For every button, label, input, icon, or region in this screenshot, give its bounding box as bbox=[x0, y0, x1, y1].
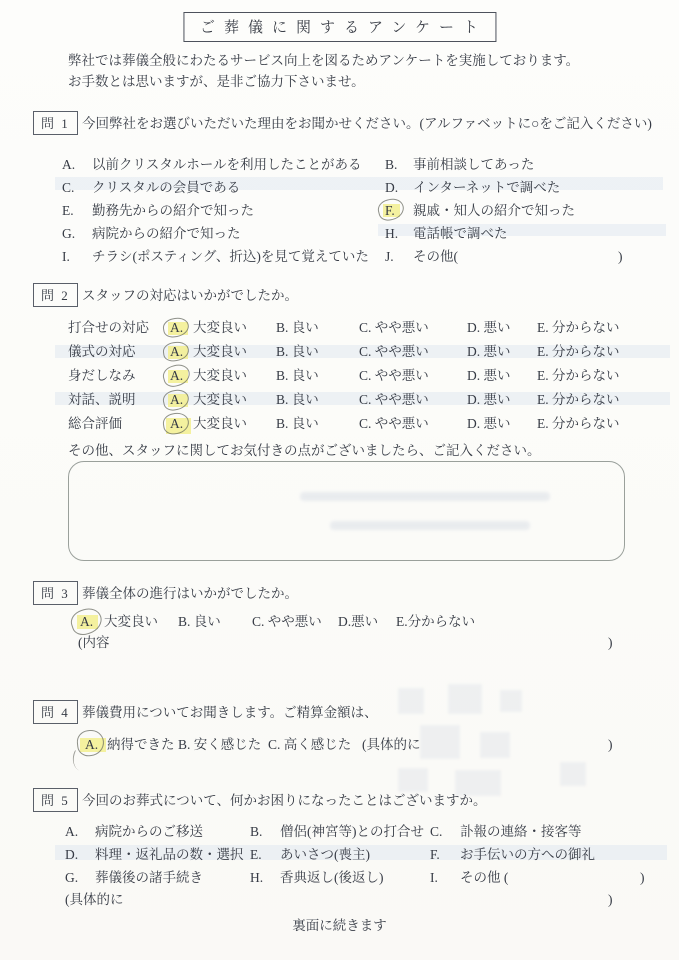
scale-b: B. 良い bbox=[276, 368, 319, 383]
scale-a-text: 大変良い bbox=[193, 416, 247, 431]
scale-b: B. 良い bbox=[276, 344, 319, 359]
option-text: インターネットで調べた bbox=[413, 180, 561, 195]
scale-b: B. 良い bbox=[276, 320, 319, 335]
q1-label: 問 1 bbox=[33, 111, 78, 135]
option-letter: B. bbox=[385, 157, 398, 172]
q2-row-label: 対話、説明 bbox=[68, 392, 136, 407]
scale-c: C. やや悪い bbox=[359, 344, 429, 359]
scale-e: E. 分からない bbox=[537, 320, 620, 335]
option-text: 病院からのご移送 bbox=[95, 824, 203, 839]
scale-a-letter-circled: A. bbox=[170, 344, 184, 359]
scale-d: D. 悪い bbox=[467, 344, 511, 359]
scale-a-letter-circled: A. bbox=[170, 320, 184, 335]
scale-a-text: 大変良い bbox=[193, 368, 247, 383]
option-letter: D. bbox=[65, 847, 79, 862]
q2-rating-row bbox=[0, 318, 679, 342]
scale-e: E. 分からない bbox=[537, 344, 620, 359]
q3-question: 葬儀全体の進行はいかがでしたか。 bbox=[82, 586, 298, 601]
q4-option-row bbox=[0, 735, 679, 759]
q2-rating-row bbox=[0, 366, 679, 390]
option-text: 訃報の連絡・接客等 bbox=[460, 824, 582, 839]
option-letter: D. bbox=[385, 180, 399, 195]
option-letter-circled: A. bbox=[85, 737, 99, 752]
footer-note: 裏面に続きます bbox=[292, 918, 387, 933]
option-letter: E. bbox=[250, 847, 262, 862]
option-text: クリスタルの会員である bbox=[92, 180, 241, 195]
scale-d: D. 悪い bbox=[467, 368, 511, 383]
scan-showthrough bbox=[398, 688, 424, 714]
option-letter-circled: A. bbox=[80, 614, 94, 629]
q2-rating-row bbox=[0, 342, 679, 366]
form-title: ご葬儀に関するアンケート bbox=[183, 12, 496, 42]
option-text: 僧侶(神宮等)との打合せ bbox=[280, 824, 424, 839]
q2-label: 問 2 bbox=[33, 283, 78, 307]
scale-a-letter-circled: A. bbox=[170, 416, 184, 431]
option-c: C. 高く感じた bbox=[268, 737, 352, 752]
option-letter: I. bbox=[430, 870, 438, 885]
q5-question: 今回のお葬式について、何かお困りになったことはございますか。 bbox=[82, 793, 487, 808]
q2-row-label: 総合評価 bbox=[68, 416, 122, 431]
q4-question: 葬儀費用についてお聞きします。ご精算金額は、 bbox=[82, 705, 378, 720]
option-letter: I. bbox=[62, 249, 70, 264]
detail-close-paren: ) bbox=[608, 635, 613, 650]
q5-option-row bbox=[0, 868, 679, 891]
option-letter: G. bbox=[62, 226, 76, 241]
option-text: 勤務先からの紹介で知った bbox=[92, 203, 254, 218]
option-d: D.悪い bbox=[338, 614, 379, 629]
q3-label: 問 3 bbox=[33, 581, 78, 605]
q2-rating-row bbox=[0, 390, 679, 414]
scale-d: D. 悪い bbox=[467, 392, 511, 407]
option-text: 親戚・知人の紹介で知った bbox=[413, 203, 575, 218]
scale-a-letter-circled: A. bbox=[170, 368, 184, 383]
q2-question: スタッフの対応はいかがでしたか。 bbox=[82, 288, 298, 303]
option-close-paren: ) bbox=[618, 249, 623, 264]
q2-row-label: 儀式の対応 bbox=[68, 344, 136, 359]
detail-open-paren: (内容 bbox=[78, 635, 110, 650]
scan-showthrough bbox=[560, 762, 586, 786]
option-text: 料理・返礼品の数・選択 bbox=[95, 847, 244, 862]
scan-showthrough bbox=[448, 684, 482, 714]
q1-option-row bbox=[0, 178, 679, 201]
option-text: 香典返し(後返し) bbox=[280, 870, 384, 885]
q1-question: 今回弊社をお選びいただいた理由をお聞かせください。(アルファベットに○をご記入ください) bbox=[82, 116, 652, 131]
intro-line-1: 弊社では葬儀全般にわたるサービス向上を図るためアンケートを実施しております。 bbox=[68, 53, 580, 68]
q4-label: 問 4 bbox=[33, 700, 78, 724]
option-letter: H. bbox=[385, 226, 399, 241]
q2-free-text-area bbox=[68, 461, 625, 561]
detail-open-paren: (具体的に bbox=[362, 737, 421, 752]
option-text: その他 ( bbox=[460, 870, 509, 885]
scale-c: C. やや悪い bbox=[359, 416, 429, 431]
scale-c: C. やや悪い bbox=[359, 368, 429, 383]
option-text: その他( bbox=[413, 249, 458, 264]
scale-e: E. 分からない bbox=[537, 368, 620, 383]
q1-option-row bbox=[0, 201, 679, 224]
q5-option-row bbox=[0, 822, 679, 845]
q2-row-label: 打合せの対応 bbox=[68, 320, 149, 335]
q1-option-row bbox=[0, 224, 679, 247]
option-letter: H. bbox=[250, 870, 264, 885]
option-text: 病院からの紹介で知った bbox=[92, 226, 241, 241]
option-b: B. 安く感じた bbox=[178, 737, 262, 752]
scale-b: B. 良い bbox=[276, 416, 319, 431]
scan-showthrough bbox=[398, 768, 428, 792]
detail-close-paren: ) bbox=[608, 737, 613, 752]
option-b: B. 良い bbox=[178, 614, 221, 629]
option-letter: G. bbox=[65, 870, 79, 885]
option-text: 葬儀後の諸手続き bbox=[95, 870, 203, 885]
q1-option-row bbox=[0, 155, 679, 178]
option-letter: C. bbox=[430, 824, 443, 839]
option-text: チラシ(ポスティング、折込)を見て覚えていた bbox=[92, 249, 369, 264]
scale-e: E. 分からない bbox=[537, 416, 620, 431]
scale-d: D. 悪い bbox=[467, 320, 511, 335]
q1-option-row bbox=[0, 247, 679, 270]
option-letter: F. bbox=[430, 847, 440, 862]
scale-d: D. 悪い bbox=[467, 416, 511, 431]
q5-option-row bbox=[0, 845, 679, 868]
option-text: 電話帳で調べた bbox=[413, 226, 508, 241]
option-text: 以前クリスタルホールを利用したことがある bbox=[92, 157, 362, 172]
option-letter-circled: F. bbox=[385, 203, 395, 218]
option-letter: E. bbox=[62, 203, 74, 218]
option-text: 事前相談してあった bbox=[413, 157, 535, 172]
scale-b: B. 良い bbox=[276, 392, 319, 407]
scale-c: C. やや悪い bbox=[359, 320, 429, 335]
option-letter: A. bbox=[65, 824, 79, 839]
option-text: お手伝いの方への御礼 bbox=[460, 847, 595, 862]
option-letter: B. bbox=[250, 824, 263, 839]
option-letter: A. bbox=[62, 157, 76, 172]
detail-close-paren: ) bbox=[608, 892, 613, 907]
scale-a-text: 大変良い bbox=[193, 392, 247, 407]
option-e: E.分からない bbox=[396, 614, 476, 629]
scale-c: C. やや悪い bbox=[359, 392, 429, 407]
intro-line-2: お手数とは思いますが、是非ご協力下さいませ。 bbox=[68, 74, 365, 89]
option-letter: J. bbox=[385, 249, 394, 264]
option-text: あいさつ(喪主) bbox=[280, 847, 370, 862]
option-c: C. やや悪い bbox=[252, 614, 322, 629]
scale-a-letter-circled: A. bbox=[170, 392, 184, 407]
q5-label: 問 5 bbox=[33, 788, 78, 812]
q2-rating-row bbox=[0, 414, 679, 438]
detail-open-paren: (具体的に bbox=[65, 892, 124, 907]
scale-a-text: 大変良い bbox=[193, 344, 247, 359]
option-text: 大変良い bbox=[104, 614, 158, 629]
option-close-paren: ) bbox=[640, 870, 645, 885]
scan-showthrough bbox=[500, 690, 522, 712]
q5-detail-row bbox=[0, 890, 679, 913]
option-text: 納得できた bbox=[107, 737, 175, 752]
q3-detail-row bbox=[0, 633, 679, 657]
q2-row-label: 身だしなみ bbox=[68, 368, 136, 383]
q2-free-text-prompt: その他、スタッフに関してお気付きの点がございましたら、ご記入ください。 bbox=[68, 443, 541, 458]
scale-e: E. 分からない bbox=[537, 392, 620, 407]
option-letter: C. bbox=[62, 180, 75, 195]
scale-a-text: 大変良い bbox=[193, 320, 247, 335]
